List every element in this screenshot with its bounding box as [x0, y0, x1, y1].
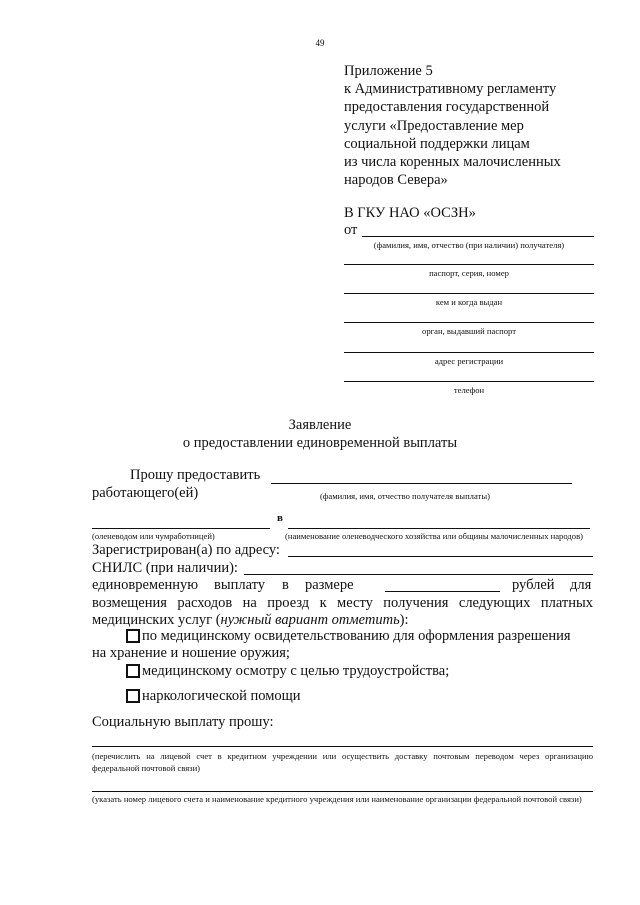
- passport-authority-line[interactable]: [344, 322, 594, 323]
- appendix-header: [344, 62, 561, 189]
- phone-caption: телефон: [453, 385, 485, 395]
- page-number: 49: [315, 38, 325, 48]
- option-narcology-label: наркологической помощи: [142, 688, 301, 704]
- recipient-organization: В ГКУ НАО «ОСЗН»: [344, 205, 476, 221]
- account-details-note: (указать номер лицевого счета и наименование кредитного учреждения или наименование организации федеральной почтовой связи): [92, 794, 582, 804]
- appendix-line: из числа коренных малочисленных: [344, 154, 561, 171]
- passport-authority-caption: орган, выдавший паспорт: [422, 326, 516, 336]
- registration-address-caption: адрес регистрации: [434, 356, 504, 366]
- payment-word: размере: [305, 577, 354, 593]
- herder-caption: (оленеводом или чумработницей): [92, 531, 215, 541]
- snils-line[interactable]: [244, 574, 593, 575]
- request-line[interactable]: [271, 483, 572, 484]
- purpose-note: [92, 612, 409, 629]
- phone-line[interactable]: [344, 381, 594, 382]
- payment-word: единовременную: [92, 577, 199, 593]
- document-subtitle: о предоставлении единовременной выплаты: [182, 435, 458, 451]
- applicant-name-caption: (фамилия, имя, отчество (при наличии) получателя): [373, 240, 565, 250]
- request-label: Прошу предоставить: [130, 467, 261, 483]
- worker-caption: (фамилия, имя, отчество получателя выплаты): [320, 491, 490, 501]
- option-employment-label: медицинскому осмотру с целью трудоустройства;: [142, 663, 450, 679]
- snils-label: СНИЛС (при наличии):: [92, 560, 238, 576]
- option-weapon-checkbox[interactable]: [126, 629, 140, 643]
- purpose-line: возмещения расходов на проезд к месту получения следующих платных: [92, 595, 593, 611]
- passport-number-line[interactable]: [344, 264, 594, 265]
- registration-address-line[interactable]: [344, 352, 594, 353]
- document-title: Заявление: [288, 417, 352, 433]
- farm-line[interactable]: [288, 528, 590, 529]
- herder-line[interactable]: [92, 528, 270, 529]
- purpose-suffix: ):: [399, 612, 409, 628]
- passport-issued-caption: кем и когда выдан: [435, 297, 503, 307]
- payment-word: для: [570, 577, 592, 593]
- purpose-prefix: медицинских услуг (: [92, 612, 221, 628]
- purpose-italic: нужный вариант отметить: [220, 612, 400, 628]
- amount-line[interactable]: [385, 591, 500, 592]
- appendix-line: услуги «Предоставление мер: [344, 117, 524, 134]
- worker-label: работающего(ей): [92, 485, 199, 501]
- applicant-name-line[interactable]: [362, 236, 594, 237]
- option-weapon-label-cont: на хранение и ношение оружия;: [92, 645, 290, 661]
- option-narcology-checkbox[interactable]: [126, 689, 140, 703]
- payment-method-note: (перечислить на лицевой счет в кредитном учреждении или осуществить доставку почтовым переводом через организацию федеральной почтовой связи): [92, 751, 593, 773]
- payment-method-line[interactable]: [92, 746, 593, 747]
- payment-word: в: [282, 577, 289, 593]
- registered-label: Зарегистрирован(а) по адресу:: [92, 542, 280, 558]
- in-word: в: [277, 512, 283, 524]
- appendix-line: к Административному регламенту: [344, 81, 557, 98]
- appendix-line: предоставления государственной: [344, 99, 550, 116]
- appendix-line: Приложение 5: [344, 63, 433, 79]
- account-details-line[interactable]: [92, 791, 593, 792]
- passport-number-caption: паспорт, серия, номер: [429, 268, 509, 278]
- social-payment-label: Социальную выплату прошу:: [92, 714, 274, 730]
- farm-caption: (наименование оленеводческого хозяйства или общины малочисленных народов): [285, 531, 583, 541]
- payment-word: рублей: [512, 577, 555, 593]
- registered-line[interactable]: [288, 556, 593, 557]
- passport-issued-line[interactable]: [344, 293, 594, 294]
- option-weapon-label: по медицинскому освидетельствованию для оформления разрешения: [142, 628, 571, 644]
- appendix-line: социальной поддержки лицам: [344, 135, 530, 152]
- payment-word: выплату: [214, 577, 266, 593]
- option-employment-checkbox[interactable]: [126, 664, 140, 678]
- appendix-line: народов Севера»: [344, 172, 448, 189]
- from-label: от: [344, 222, 358, 238]
